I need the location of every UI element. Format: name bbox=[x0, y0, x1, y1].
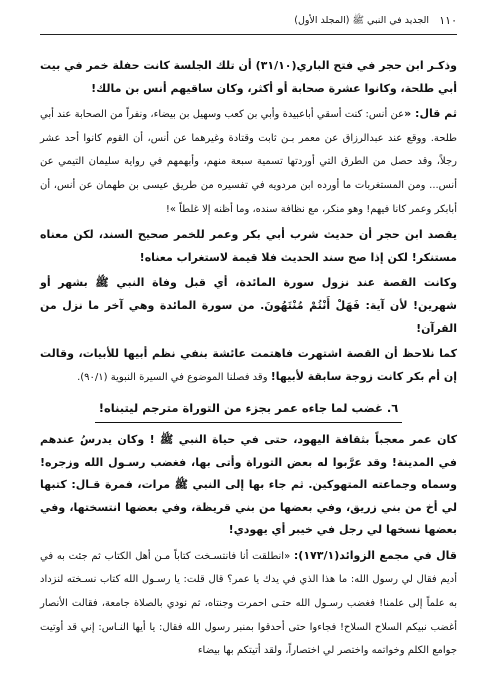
header-rule bbox=[40, 34, 457, 35]
paragraph-4-text: وكانت القصة عند نزول سورة المائدة، أي قبل وفاة النبي ﷺ بشهر أو شهرين! لأن آية: فَهَلْ أَنْتُمْ مُنْتَهُونَ. من سورة المائدة وهي آخر ما نزل من القرآن! bbox=[40, 276, 457, 335]
paragraph-7-lead: قال في مجمع الزوائد(١٧٣/١): bbox=[293, 548, 457, 562]
paragraph-5-note: وقد فصلنا الموضوع في السيرة النبوية (٩٠/١). bbox=[77, 371, 271, 383]
paragraph-6-text: كان عمر معجباً بثقافة اليهود، حتى في حياة النبي ﷺ ! وكان يدرسُ عندهم في المدينة! وقد عرَّبوا له بعض التوراة وأتى بها، فغضب رسـول الله وزجره! وسماه وجماعته المتهوكين. ثم جاء بها إلى النبي ﷺ مرات، فمرة قـال: كتبها لي أخ من بني زريق، وفي بعضها من بني قريظة، وفي بعضها انتسختها، وفي بعضها نسخها لي رجل في خيبر أي يهودي! bbox=[40, 432, 457, 537]
paragraph-3-text: يقصد ابن حجر أن حديث شرب أبي بكر وعمر للخمر صحيح السند، لكن معناه مستنكر! لكن إذا صح سند الحديث فلا قيمة لاستغراب معناه! bbox=[40, 228, 457, 264]
paragraph-4 bbox=[40, 272, 457, 340]
paragraph-2-quote: عن أنس: كنت أسقي أباعبيدة وأبي بن كعب وسهيل بن بيضاء، ونفراً من الصحابة عند أبي طلحة. ووقع عند عبدالرزاق عن معمر بـن ثابت وقتادة وغيرهما عن أنس، أن القوم كانوا أحد عشر رجلاً، وقد حصل من الطرق التي أوردتها تسمية سبعة منهم، وأبهمهم في رواية سليمان التيمي عن أنس... ومن المستغربات ما أورده ابن مردويه في تفسيره من طريق عيسى بن طهمان عن أنس، أن أبابكر وعمر كانا فيهم! وهو منكر، مع نظافة سنده، وما أظنه إلا غلطاً »! bbox=[40, 109, 457, 215]
page-header bbox=[40, 10, 457, 32]
running-title: الجديد في النبي ﷺ (المجلد الأول) bbox=[294, 15, 429, 26]
section-heading bbox=[40, 397, 457, 423]
page-number: ١١٠ bbox=[439, 14, 457, 27]
page-body bbox=[40, 55, 457, 663]
paragraph-2-lead: ثم قال: « bbox=[404, 107, 457, 121]
paragraph-2 bbox=[40, 103, 457, 221]
paragraph-5 bbox=[40, 343, 457, 389]
paragraph-7-quote: «انطلقت أنا فانتسـخت كتاباً مـن أهل الكتاب ثم جئت به في أديم فقال لي رسول الله: ما هذا الذي في يدك يا عمر؟ قال قلت: يا رسـول الله كتاب نسـخته لنزداد به علماً إلى علمنا! فغضب رسـول الله حتـى احمرت وجنتاه، ثم نودي بالصلاة جامعة، فقالت الأنصار أغضب نبيكم السلاح السلاح! فجاءوا حتى أحدقوا بمنبر رسول الله فقال: يا أيها النـاس: إني قد أوتيت جوامع الكلم وخواتمه واختصر لي اختصاراً، ولقد أتيتكم بها بيضاء bbox=[40, 550, 457, 657]
paragraph-7 bbox=[40, 545, 457, 663]
paragraph-3 bbox=[40, 224, 457, 269]
paragraph-6 bbox=[40, 429, 457, 542]
section-heading-text: ٦. غضب لما جاءه عمر بجزء من التوراة مترجم ليتبناه! bbox=[95, 397, 402, 423]
paragraph-1-text: وذكـر ابن حجر في فتح الباري(٣١/١٠) أن تلك الجلسة كانت حفلة خمر في بيت أبي طلحة، وكانوا عشرة صحابة أو أكثر، وكان ساقيهم أنس بن مالك! bbox=[40, 59, 458, 95]
paragraph-1 bbox=[40, 55, 457, 100]
paragraph-5-text: كما نلاحظ أن القصة اشتهرت فاهتمت عائشة بنفي نظم أبيها للأبيات، وقالت إن أم بكر كانت زوجة سابقة لأبيها! bbox=[40, 347, 457, 383]
